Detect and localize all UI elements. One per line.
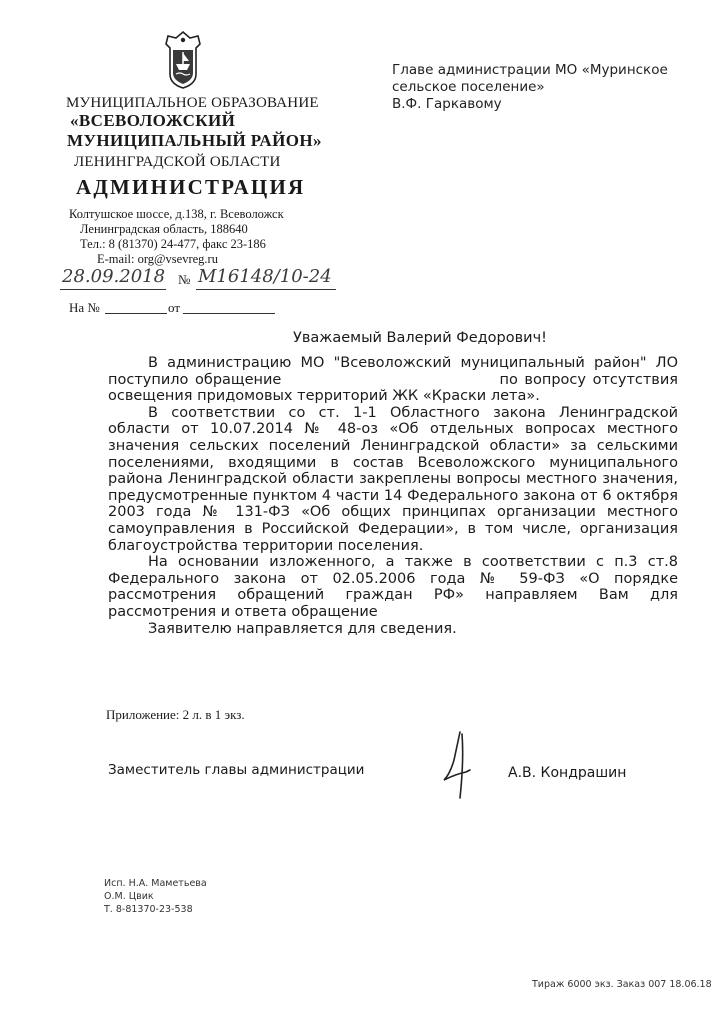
- print-run-info: Тираж 6000 экз. Заказ 007 18.06.18: [532, 979, 712, 990]
- body-paragraph-2: В соответствии со ст. 1-1 Областного закона Ленинградской области от 10.07.2014 № 48-оз «Об отдельных вопросах местного значения сельских поселений Ленинградской области» за сельскими поселениями, входящими в состав Всеволожского муниципального района Ленинградской области закреплены вопросы местного значения, предусмотренные пунктом 4 части 14 Федерального закона от 6 октября 2003 года № 131-ФЗ «Об общих принципах организации местного самоуправления в Российской Федерации», в том числе, организация благоустройства территории поселения.: [108, 404, 678, 554]
- municipal-coat-of-arms-icon: [160, 30, 206, 90]
- body-paragraph-3: На основании изложенного, а также в соответствии с п.3 ст.8 Федерального закона от 02.05.2006 года № 59-ФЗ «О порядке рассмотрения обращений граждан РФ» направляем Вам для рассмотрения и ответа обращение: [108, 554, 678, 620]
- executor-line-3: Т. 8-81370-23-538: [104, 904, 193, 915]
- signer-title: Заместитель главы администрации: [108, 762, 365, 778]
- address-region: Ленинградская область, 188640: [80, 222, 248, 236]
- recipient-line-3: В.Ф. Гаркавому: [392, 96, 502, 112]
- reply-from-label: от: [168, 300, 181, 315]
- org-line-vsevolozhsky: «ВСЕВОЛОЖСКИЙ: [70, 111, 236, 130]
- registration-number-sign: №: [178, 272, 191, 287]
- address-email: E-mail: org@vsevreg.ru: [97, 252, 218, 266]
- address-street: Колтушское шоссе, д.138, г. Всеволожск: [69, 207, 284, 221]
- registration-number: М16148/10-24: [198, 266, 332, 287]
- org-line-district: МУНИЦИПАЛЬНЫЙ РАЙОН»: [67, 131, 322, 150]
- letter-body: [108, 355, 683, 637]
- signer-name: А.В. Кондрашин: [508, 765, 627, 781]
- executor-line-1: Исп. Н.А. Маметьева: [104, 878, 207, 889]
- reply-to-label: На №: [69, 300, 100, 315]
- registration-date-underline: [60, 289, 166, 290]
- reply-to-number-line: [105, 313, 167, 314]
- body-paragraph-1: В администрацию МО "Всеволожский муниципальный район" ЛО поступило обращение по вопросу отсутствия освещения придомовых территорий ЖК «Краски лета».: [108, 355, 683, 405]
- handwritten-signature: [440, 730, 480, 800]
- recipient-line-1: Главе администрации МО «Муринское: [392, 62, 668, 78]
- org-line-administration: АДМИНИСТРАЦИЯ: [76, 175, 306, 199]
- recipient-block: [392, 62, 692, 113]
- body-paragraph-4: Заявителю направляется для сведения.: [148, 620, 457, 637]
- registration-number-underline: [196, 289, 336, 290]
- attachment-note: Приложение: 2 л. в 1 экз.: [106, 707, 245, 722]
- recipient-line-2: сельское поселение»: [392, 79, 545, 95]
- executor-block: [104, 877, 207, 916]
- address-phone: Тел.: 8 (81370) 24-477, факс 23-186: [80, 237, 266, 251]
- executor-line-2: О.М. Цвик: [104, 891, 154, 902]
- org-line-region: ЛЕНИНГРАДСКОЙ ОБЛАСТИ: [74, 154, 281, 170]
- reply-from-date-line: [183, 313, 275, 314]
- registration-date: 28.09.2018: [62, 266, 166, 287]
- org-line-municipality: МУНИЦИПАЛЬНОЕ ОБРАЗОВАНИЕ: [66, 95, 319, 111]
- salutation: Уважаемый Валерий Федорович!: [293, 330, 547, 346]
